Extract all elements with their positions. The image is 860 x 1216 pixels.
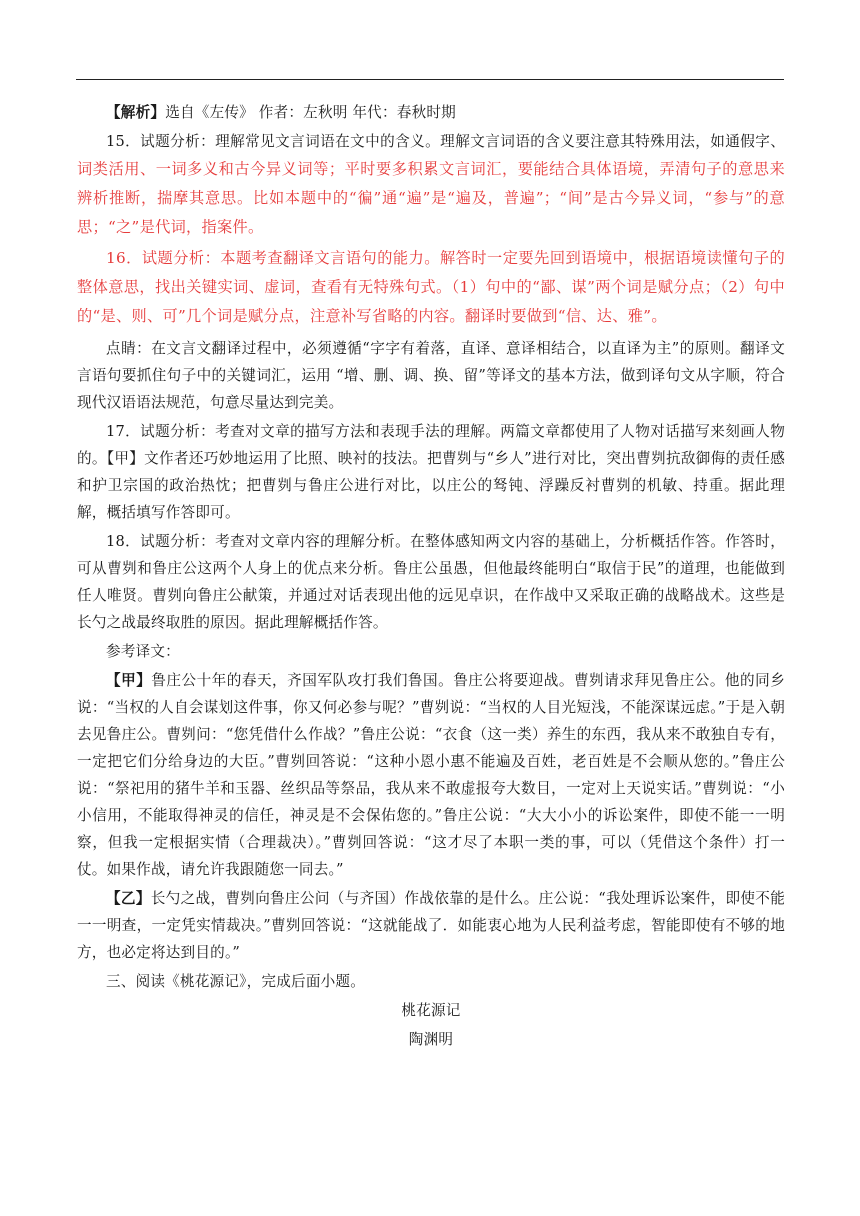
q15-text: 15．试题分析：理解常见文言词语在文中的含义。理解文言词语的含义要注意其特殊用法，如通假字、 (106, 133, 785, 150)
question-16-analysis: 16．试题分析：本题考查翻译文言语句的能力。解答时一定要先回到语境中，根据语境读懂句子的整体意思，找出关键实词、虚词，查看有无特殊句式。（1）句中的“鄙、谋”两个词是赋分点；（2）句中的“是、则、可”几个词是赋分点，注意补写省略的内容。翻译时要做到“信、达、雅”。 (77, 249, 785, 325)
question-18-analysis: 18．试题分析：考查对文章内容的理解分析。在整体感知两文内容的基础上，分析概括作答。作答时，可从曹刿和鲁庄公这两个人身上的优点来分析。鲁庄公虽愚，但他最终能明白“取信于民”的道理，也能做到任人唯贤。曹刿向鲁庄公献策，并通过对话表现出他的远见卓识，在作战中又采取正确的战略战术。这些是长勺之战最终取胜的原因。据此理解概括作答。 (77, 533, 785, 631)
analysis-intro (77, 99, 785, 126)
analysis-source: 选自《左传》 作者：左秋明 年代：春秋时期 (165, 104, 456, 121)
jia-tag: 【甲】 (106, 672, 152, 689)
yi-text: 长勺之战，曹刿向鲁庄公问（与齐国）作战依靠的是什么。庄公说：“我处理诉讼案件，即使不能一一明查，一定凭实情裁决。”曹刿回答说：“这就能战了．如能衷心地为人民利益考虑，智能即使有不够的地方，也必定将达到目的。” (77, 890, 785, 961)
passage-author: 陶渊明 (408, 1031, 454, 1048)
translation-heading: 参考译文： (106, 643, 180, 660)
yi-tag: 【乙】 (106, 890, 151, 907)
section-3-heading: 三、阅读《桃花源记》，完成后面小题。 (106, 973, 365, 990)
translation-yi (77, 885, 785, 966)
document-body (77, 99, 785, 1053)
question-15-analysis (77, 128, 785, 242)
analysis-tag: 【解析】 (106, 104, 166, 121)
header-rule (76, 79, 784, 80)
translation-jia (77, 667, 785, 883)
q15-highlight: 词类活用、一词多义和古今异义词等；平时要多积累文言词汇，要能结合具体语境，弄清句子的意思来辨析推断，揣摩其意思。比如本题中的“徧”通“遍”是“遍及，普遍”；“间”是古今异义词，“参与”的意思；“之”是代词，指案件。 (77, 160, 785, 236)
passage-title: 桃花源记 (401, 1002, 461, 1019)
jia-text: 鲁庄公十年的春天，齐国军队攻打我们鲁国。鲁庄公将要迎战。曹刿请求拜见鲁庄公。他的同乡说：“当权的人自会谋划这件事，你又何必参与呢？”曹刿说：“当权的人目光短浅，不能深谋远虑。”于是入朝去见鲁庄公。曹刿问：“您凭借什么作战？”鲁庄公说：“衣食（这一类）养生的东西，我从来不敢独自专有，一定把它们分给身边的大臣。”曹刿回答说：“这种小恩小惠不能遍及百姓，老百姓是不会顺从您的。”鲁庄公说：“祭祀用的猪牛羊和玉器、丝织品等祭品，我从来不敢虚报夸大数目，一定对上天说实话。”曹刿说：“小小信用，不能取得神灵的信任，神灵是不会保佑您的。”鲁庄公说：“大大小小的诉讼案件，即使不能一一明察，但我一定根据实情（合理裁决）。”曹刿回答说：“这才尽了本职一类的事，可以（凭借这个条件）打一仗。如果作战，请允许我跟随您一同去。” (77, 672, 785, 878)
question-17-analysis: 17．试题分析：考查对文章的描写方法和表现手法的理解。两篇文章都使用了人物对话描写来刻画人物的。【甲】文作者还巧妙地运用了比照、映衬的技法。把曹刿与“乡人”进行对比，突出曹刿抗敌御侮的责任感和护卫宗国的政治热忱；把曹刿与鲁庄公进行对比，以庄公的驽钝、浮躁反衬曹刿的机敏、持重。据此理解，概括填写作答即可。 (77, 423, 785, 521)
dianjing-note: 点睛：在文言文翻译过程中，必须遵循“字字有着落，直译、意译相结合，以直译为主”的原则。翻译文言语句要抓住句子中的关键词汇，运用 “增、删、调、换、留”等译文的基本方法，做到译句文从字顺，符合现代汉语语法规范，句意尽量达到完美。 (77, 340, 785, 411)
